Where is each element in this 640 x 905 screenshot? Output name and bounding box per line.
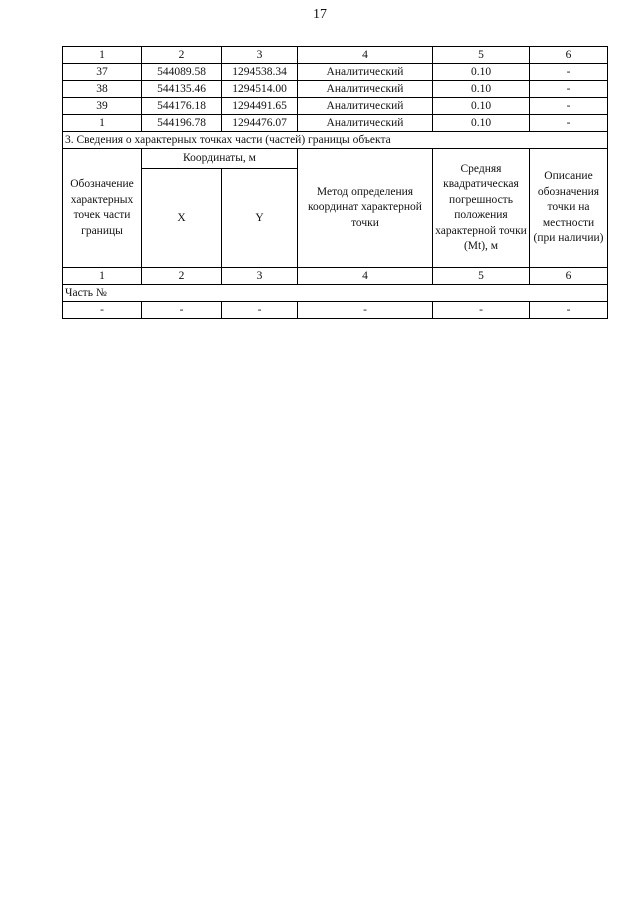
method-cell: Аналитический — [298, 64, 433, 81]
table-row — [63, 81, 608, 98]
part-row — [63, 285, 608, 302]
method-header: Метод определения координат характерной точки — [298, 149, 433, 268]
table-row — [63, 115, 608, 132]
y-header: Y — [222, 169, 298, 268]
part-label: Часть № — [63, 285, 608, 302]
column-number: 4 — [298, 47, 433, 64]
description-header: Описание обозначения точки на местности (при наличии) — [530, 149, 608, 268]
column-number: 1 — [63, 47, 142, 64]
description-cell: - — [530, 81, 608, 98]
y-coordinate-cell: 1294514.00 — [222, 81, 298, 98]
empty-cell: - — [433, 302, 530, 319]
page-number: 17 — [313, 7, 327, 22]
column-number: 4 — [298, 268, 433, 285]
empty-cell: - — [63, 302, 142, 319]
accuracy-cell: 0.10 — [433, 81, 530, 98]
description-cell: - — [530, 115, 608, 132]
y-coordinate-cell: 1294491.65 — [222, 98, 298, 115]
section-title-row — [63, 132, 608, 149]
empty-cell: - — [530, 302, 608, 319]
x-coordinate-cell: 544135.46 — [142, 81, 222, 98]
point-number-cell: 1 — [63, 115, 142, 132]
designation-header: Обозначение характерных точек части границы — [63, 149, 142, 268]
column-number: 5 — [433, 268, 530, 285]
accuracy-cell: 0.10 — [433, 64, 530, 81]
column-number: 6 — [530, 268, 608, 285]
method-cell: Аналитический — [298, 98, 433, 115]
table-row — [63, 64, 608, 81]
empty-cell: - — [298, 302, 433, 319]
x-coordinate-cell: 544196.78 — [142, 115, 222, 132]
x-coordinate-cell: 544176.18 — [142, 98, 222, 115]
column-number: 2 — [142, 268, 222, 285]
description-cell: - — [530, 98, 608, 115]
table-row — [63, 302, 608, 319]
column-number: 3 — [222, 268, 298, 285]
x-coordinate-cell: 544089.58 — [142, 64, 222, 81]
table-row — [63, 98, 608, 115]
point-number-cell: 39 — [63, 98, 142, 115]
empty-cell: - — [222, 302, 298, 319]
y-coordinate-cell: 1294538.34 — [222, 64, 298, 81]
column-number: 3 — [222, 47, 298, 64]
point-number-cell: 37 — [63, 64, 142, 81]
method-cell: Аналитический — [298, 115, 433, 132]
column-number: 2 — [142, 47, 222, 64]
section-title: 3. Сведения о характерных точках части (частей) границы объекта — [63, 132, 608, 149]
column-number: 1 — [63, 268, 142, 285]
accuracy-cell: 0.10 — [433, 115, 530, 132]
column-number-row — [63, 268, 608, 285]
y-coordinate-cell: 1294476.07 — [222, 115, 298, 132]
accuracy-header: Средняя квадратическая погрешность положения характерной точки (Mt), м — [433, 149, 530, 268]
column-number: 5 — [433, 47, 530, 64]
method-cell: Аналитический — [298, 81, 433, 98]
accuracy-cell: 0.10 — [433, 98, 530, 115]
column-number: 6 — [530, 47, 608, 64]
header-row — [63, 149, 608, 169]
boundary-points-table — [62, 46, 608, 319]
column-number-row — [63, 47, 608, 64]
point-number-cell: 38 — [63, 81, 142, 98]
coordinates-header: Координаты, м — [142, 149, 298, 169]
x-header: X — [142, 169, 222, 268]
description-cell: - — [530, 64, 608, 81]
empty-cell: - — [142, 302, 222, 319]
